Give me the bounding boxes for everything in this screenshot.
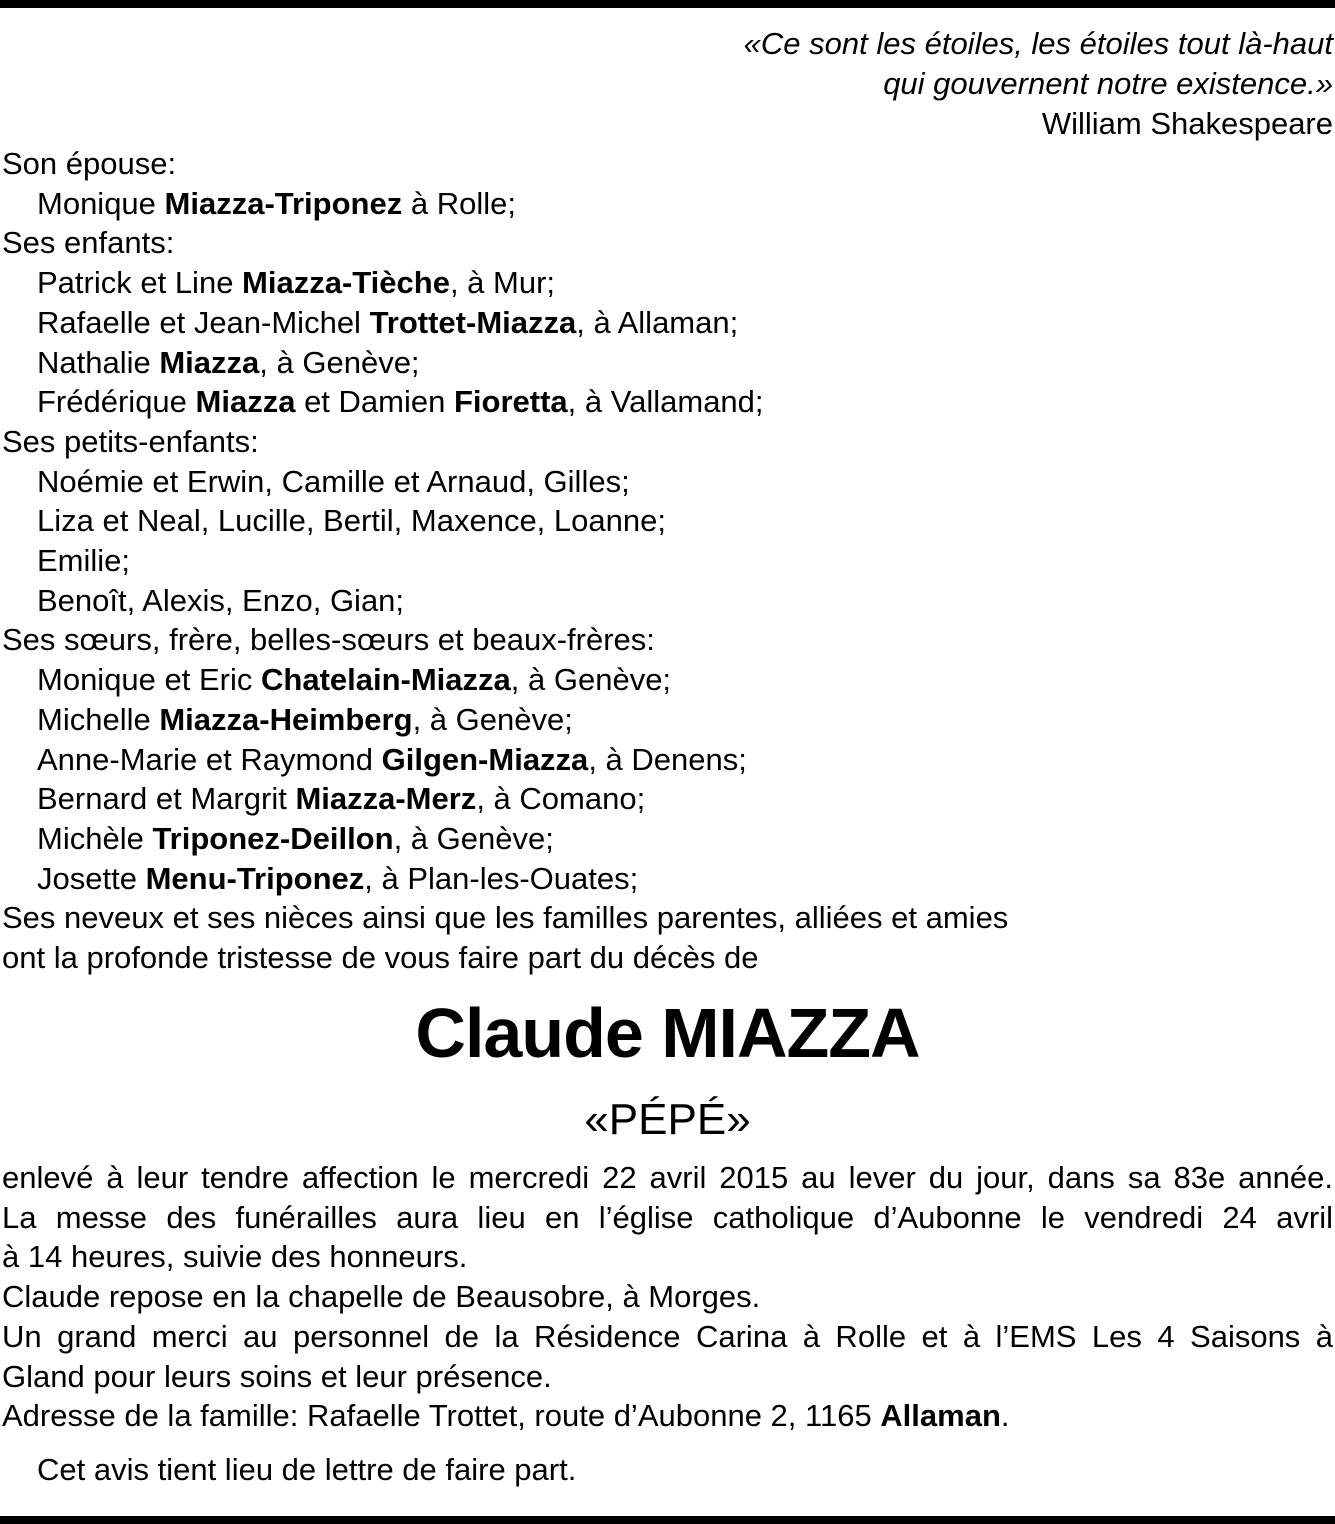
entry-text: Rafaelle et Jean-Michel — [37, 304, 370, 340]
details-line: enlevé à leur tendre affection le mercredi 22 avril 2015 au lever du jour, dans sa 83e année. — [2, 1160, 1333, 1195]
sibling-entry — [2, 859, 1333, 899]
sibling-entry — [2, 819, 1333, 859]
entry-text: Frédérique — [37, 384, 196, 420]
entry-text: Nathalie — [37, 344, 160, 380]
child-entry — [2, 303, 1333, 343]
quote-line-1: «Ce sont les étoiles, les étoiles tout là-haut — [743, 26, 1333, 61]
entry-surname: Miazza — [159, 344, 260, 380]
family-list — [2, 144, 1333, 978]
details-line: La messe des funérailles aura lieu en l’église catholique d’Aubonne le vendredi 24 avril — [2, 1199, 1333, 1235]
entry-text: , à Genève; — [259, 344, 420, 380]
spouse-heading: Son épouse: — [2, 146, 177, 181]
deceased-nickname: «PÉPÉ» — [584, 1095, 751, 1144]
address-town: Allaman — [880, 1398, 1001, 1434]
entry-text: Monique — [37, 185, 165, 221]
child-entry — [2, 343, 1333, 383]
entry-surname: Menu-Triponez — [145, 860, 365, 896]
grandchildren-entry: Emilie; — [37, 543, 131, 579]
bottom-rule — [0, 1516, 1335, 1524]
entry-text: Michèle — [37, 820, 153, 856]
entry-text: , à Genève; — [510, 662, 672, 698]
entry-surname: Gilgen-Miazza — [381, 741, 589, 777]
spouse-entry — [2, 184, 1333, 224]
grandchildren-entry: Noémie et Erwin, Camille et Arnaud, Gilles; — [37, 463, 630, 499]
entry-text: , à Allaman; — [576, 304, 739, 340]
sibling-entry — [2, 660, 1333, 700]
funeral-details — [2, 1158, 1333, 1436]
entry-text: , à Vallamand; — [567, 384, 764, 420]
entry-text: , à Mur; — [449, 265, 556, 301]
entry-text: Josette — [37, 860, 146, 896]
entry-text: Michelle — [37, 701, 160, 737]
address-text: . — [1000, 1398, 1010, 1434]
sibling-entry — [2, 700, 1333, 740]
entry-surname: Miazza-Triponez — [164, 185, 403, 221]
announcement-line: ont la profonde tristesse de vous faire part du décès de — [2, 940, 759, 976]
details-line: Claude repose en la chapelle de Beausobre, à Morges. — [2, 1279, 761, 1315]
entry-surname: Miazza-Merz — [295, 781, 477, 817]
others-line: Ses neveux et ses nièces ainsi que les familles parentes, alliées et amies — [2, 900, 1009, 936]
details-line: Un grand merci au personnel de la Résidence Carina à Rolle et à l’EMS Les 4 Saisons à — [2, 1318, 1333, 1354]
sibling-entry — [2, 740, 1333, 780]
quote-line-2: qui gouvernent notre existence.» — [883, 66, 1333, 101]
entry-surname: Triponez-Deillon — [152, 820, 394, 856]
entry-surname: Fioretta — [453, 384, 568, 420]
entry-text: , à Genève; — [393, 820, 554, 856]
epigraph-quote — [744, 24, 1333, 144]
entry-surname: Trottet-Miazza — [369, 304, 577, 340]
details-line: Gland pour leurs soins et leur présence. — [2, 1358, 552, 1394]
entry-text: Bernard et Margrit — [37, 781, 296, 817]
child-entry — [2, 263, 1333, 303]
siblings-heading: Ses sœurs, frère, belles-sœurs et beaux-frères: — [2, 622, 655, 658]
address-text: Adresse de la famille: Rafaelle Trottet, route d’Aubonne 2, 1165 — [2, 1398, 881, 1434]
entry-text: , à Plan-les-Ouates; — [364, 860, 639, 896]
entry-text: Monique et Eric — [37, 662, 261, 698]
entry-text: et Damien — [295, 384, 454, 420]
entry-surname: Miazza-Tièche — [242, 265, 450, 301]
entry-text: à Rolle; — [402, 185, 516, 221]
closing-note: Cet avis tient lieu de lettre de faire part. — [37, 1452, 577, 1487]
sibling-entry — [2, 779, 1333, 819]
entry-surname: Chatelain-Miazza — [261, 662, 511, 698]
child-entry — [2, 382, 1333, 422]
deceased-name: Claude MIAZZA — [415, 994, 920, 1072]
top-rule — [0, 0, 1335, 8]
family-address — [2, 1396, 1333, 1436]
grandchildren-entry: Benoît, Alexis, Enzo, Gian; — [37, 582, 405, 618]
quote-author: William Shakespeare — [1041, 106, 1333, 141]
children-heading: Ses enfants: — [2, 225, 175, 261]
grandchildren-heading: Ses petits-enfants: — [2, 423, 259, 459]
entry-text: Anne-Marie et Raymond — [37, 741, 382, 777]
details-line: à 14 heures, suivie des honneurs. — [2, 1239, 468, 1275]
entry-text: , à Comano; — [476, 781, 646, 817]
entry-text: Patrick et Line — [37, 265, 243, 301]
grandchildren-entry: Liza et Neal, Lucille, Bertil, Maxence, Loanne; — [37, 503, 666, 539]
entry-text: , à Denens; — [588, 741, 747, 777]
entry-surname: Miazza-Heimberg — [159, 701, 413, 737]
entry-surname: Miazza — [195, 384, 296, 420]
entry-text: , à Genève; — [412, 701, 573, 737]
